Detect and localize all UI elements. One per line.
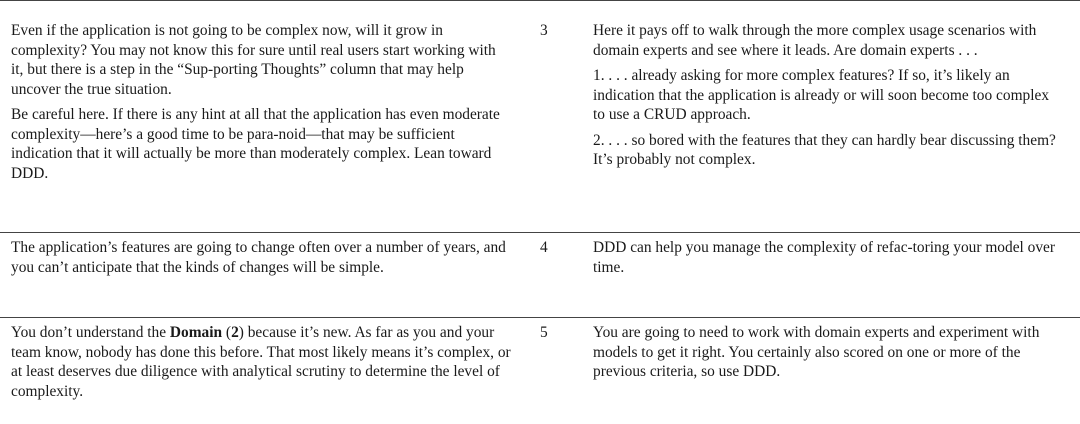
supporting-paragraph: 2. . . . so bored with the features that they can hardly bear discussing them? It’s probably not complex. — [593, 131, 1056, 168]
criterion-text: You don’t understand the — [11, 324, 170, 341]
supporting-paragraph: You are going to need to work with domain experts and experiment with models to get it right. You certainly also scored on one or more of the previous criteria, so use DDD. — [593, 324, 1040, 380]
score-number: 4 — [540, 239, 548, 256]
criterion-paragraph: Even if the application is not going to be complex now, will it grow in complexity? You may not know this for sure until real users start working with it, but there is a step in the “Sup-porting Thoughts” column that may help uncover the true situation. — [11, 22, 496, 98]
criterion-cell — [11, 238, 511, 277]
supporting-paragraph: 1. . . . already asking for more complex features? If so, it’s likely an indication that the application is already or will soon become too complex to use a CRUD approach. — [593, 67, 1050, 123]
criterion-text: ) because it’s new. As far as you and your team know, nobody has done this before. That most likely means it’s complex, or at least deserves due diligence with analytical scrutiny to determine the level of complexity. — [11, 324, 511, 400]
table-row — [0, 233, 1080, 317]
chapter-reference: 2 — [231, 324, 239, 341]
criterion-cell — [11, 323, 511, 401]
domain-term: Domain — [169, 324, 223, 341]
score-number: 5 — [540, 324, 548, 341]
criterion-paragraph: Be careful here. If there is any hint at all that the application has even moderate complexity—here’s a good time to be para-noid—that may be sufficient indication that it will actually be more than moderately complex. Lean toward DDD. — [11, 106, 500, 182]
supporting-thoughts-cell — [593, 323, 1063, 382]
score-number: 3 — [540, 22, 548, 39]
supporting-thoughts-cell — [593, 238, 1063, 277]
criterion-paragraph: The application’s features are going to change often over a number of years, and you can’t anticipate that the kinds of changes will be simple. — [11, 239, 506, 276]
supporting-thoughts-cell — [593, 21, 1063, 170]
table-row — [0, 318, 1080, 424]
criterion-text: ( — [222, 324, 232, 341]
supporting-paragraph: DDD can help you manage the complexity of refac-toring your model over time. — [593, 239, 1055, 276]
criterion-cell — [11, 21, 511, 183]
supporting-paragraph: Here it pays off to walk through the more complex usage scenarios with domain experts and see where it leads. Are domain experts . . . — [593, 22, 1037, 59]
criterion-paragraph — [11, 323, 511, 401]
